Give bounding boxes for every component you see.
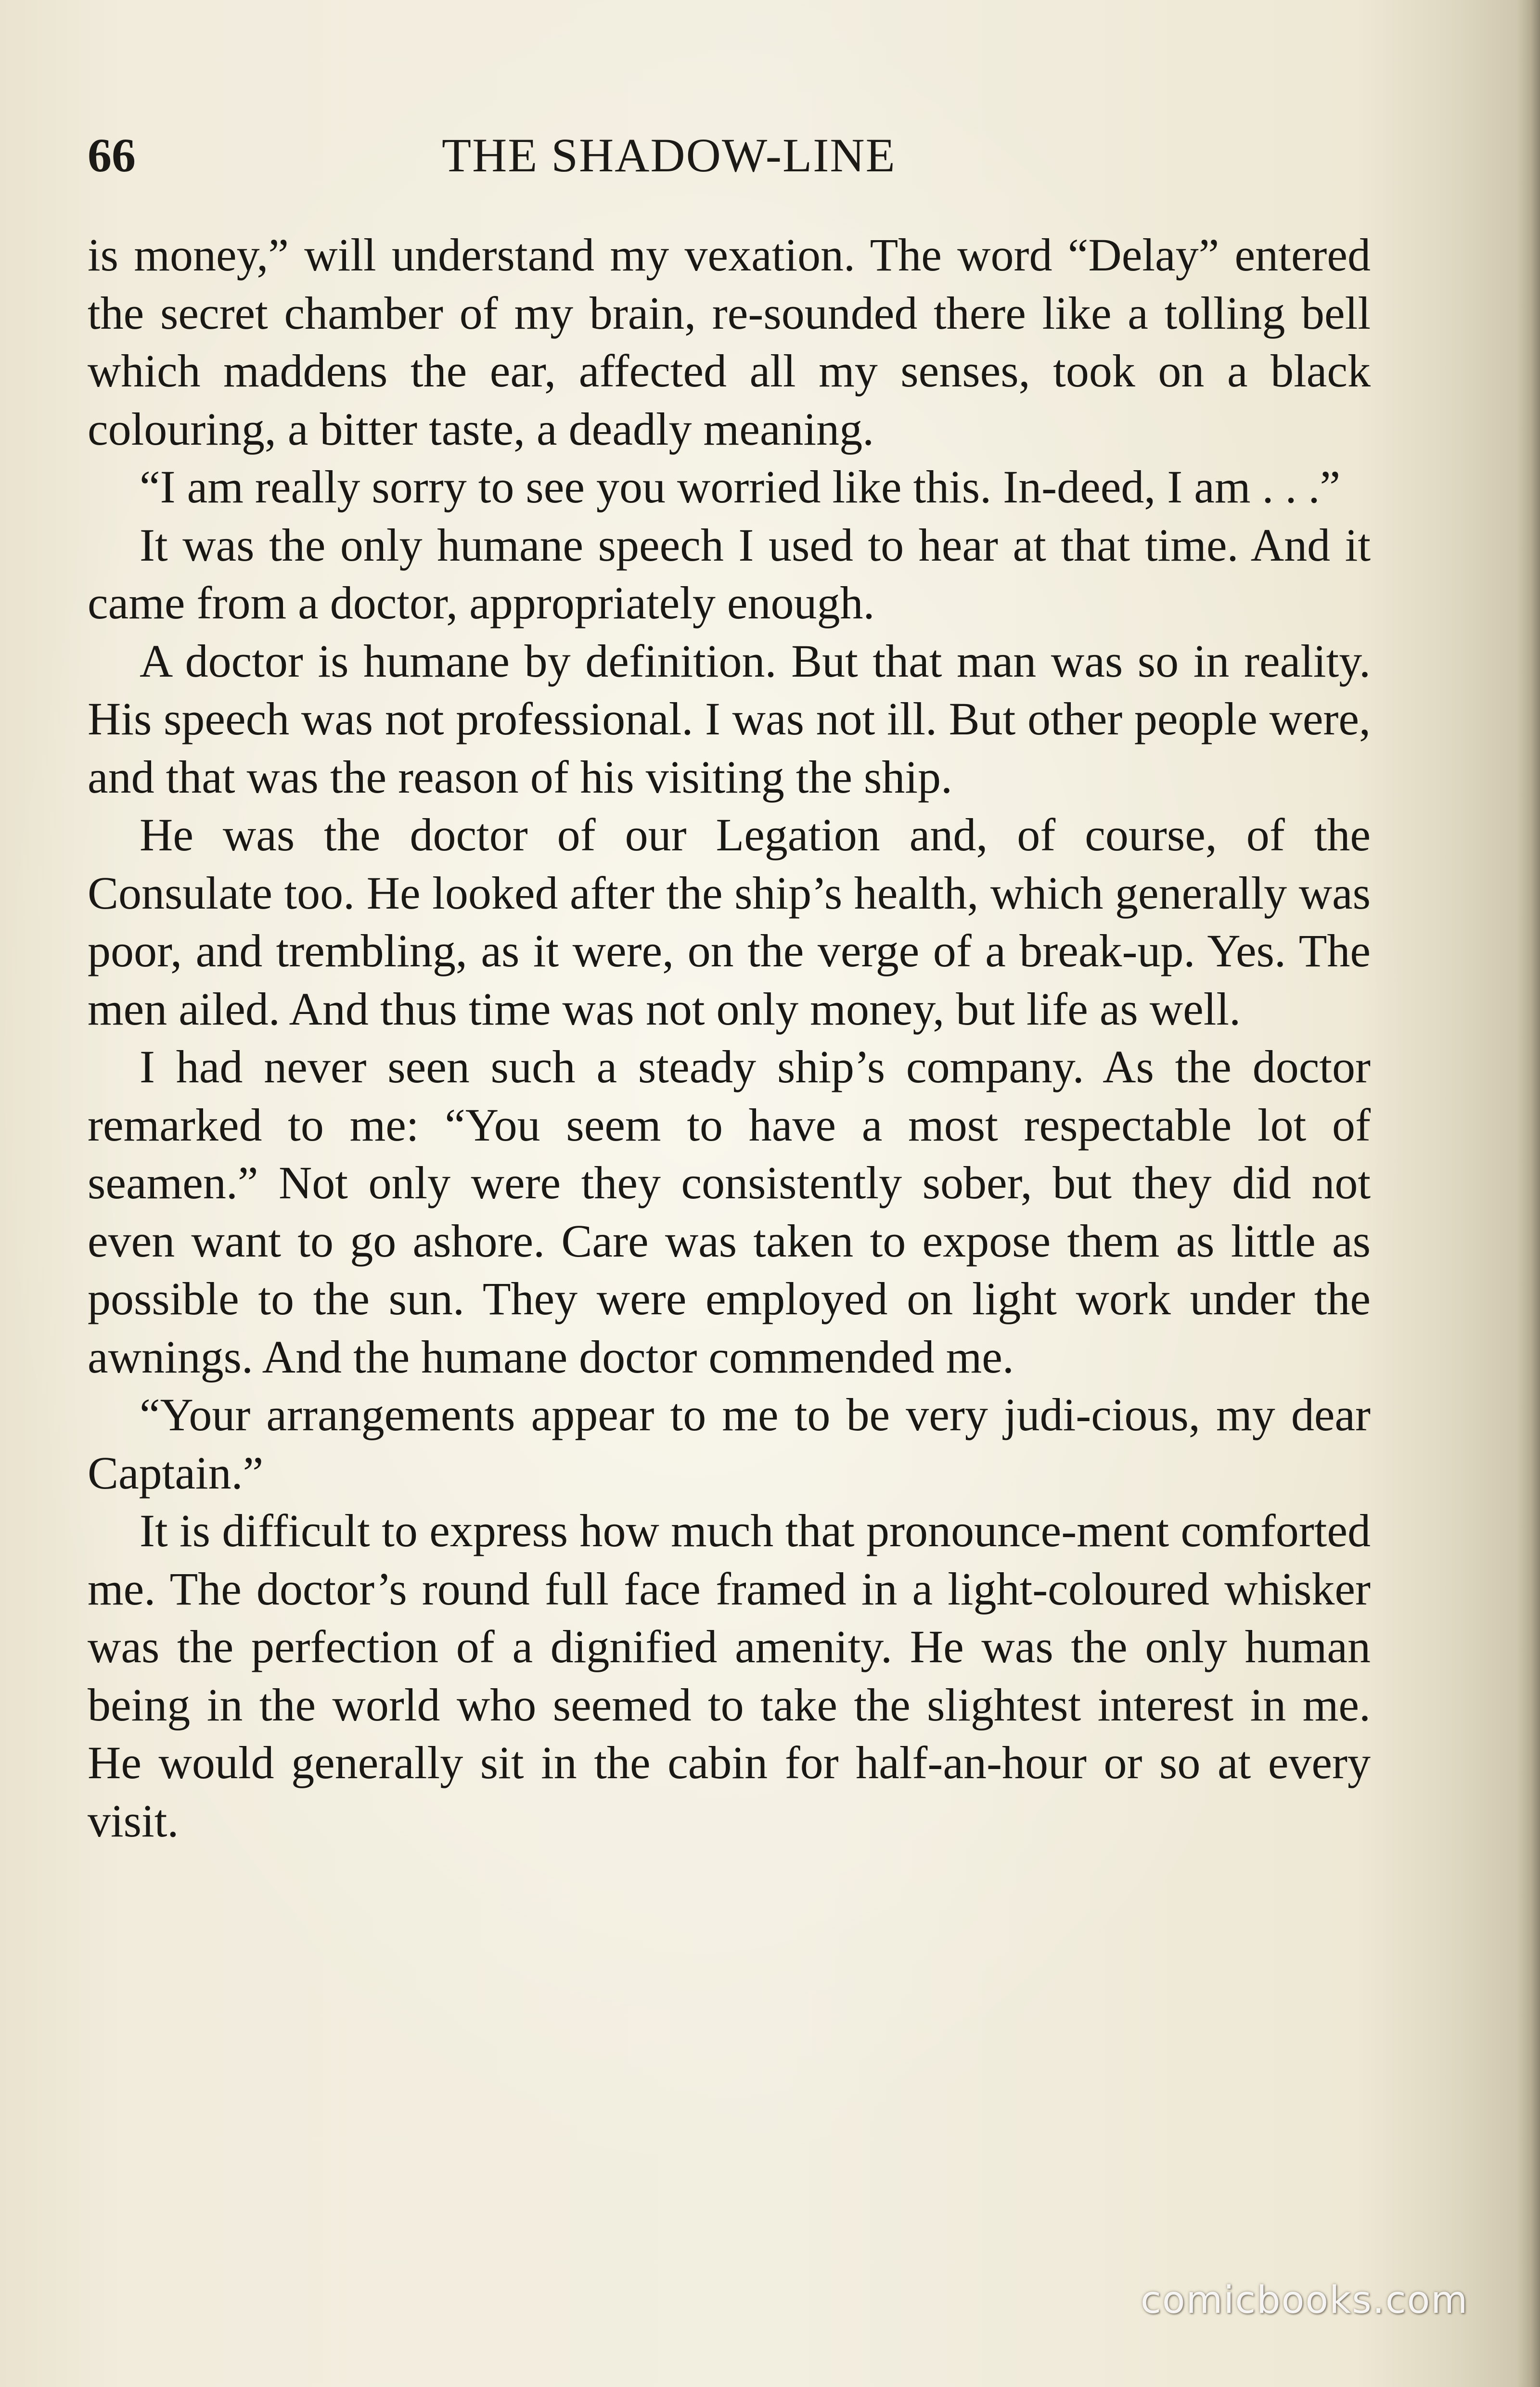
paragraph: “Your arrangements appear to me to be very judi-cious, my dear Captain.” [88, 1389, 1371, 1499]
paragraph: “I am really sorry to see you worried like this. In-deed, I am . . .” [140, 461, 1341, 513]
page-edge-shadow [1517, 0, 1540, 2387]
running-head [0, 129, 1540, 182]
running-title: THE SHADOW-LINE [442, 128, 896, 182]
page-number: 66 [88, 128, 136, 182]
watermark: comicbooks.com [1141, 2279, 1469, 2322]
paragraph: It was the only humane speech I used to hear at that time. And it came from a doctor, appropriately enough. [88, 519, 1371, 629]
paragraph: A doctor is humane by definition. But that man was so in reality. His speech was not professional. I was not ill. But other people were, and that was the reason of his visiting the ship. [88, 635, 1371, 803]
paragraph: It is difficult to express how much that pronounce-ment comforted me. The doctor’s round full face framed in a light-coloured whisker was the perfection of a dignified amenity. He was the only human being in the world who seemed to take the slightest interest in me. He would generally sit in the cabin for half-an-hour or so at every visit. [88, 1505, 1371, 1847]
paragraph: I had never seen such a steady ship’s company. As the doctor remarked to me: “You seem to have a most respectable lot of seamen.” Not only were they consistently sober, but they did not even want to go ashore. Care was taken to expose them as little as possible to the sun. They were employed on light work under the awnings. And the humane doctor commended me. [88, 1041, 1371, 1383]
paragraph-continued: is money,” will understand my vexation. The word “Delay” entered the secret chamber of my brain, re-sounded there like a tolling bell which maddens the ear, affected all my senses, took on a black colouring, a bitter taste, a deadly meaning. [88, 229, 1371, 455]
paragraph: He was the doctor of our Legation and, of course, of the Consulate too. He looked after the ship’s health, which generally was poor, and trembling, as it were, on the verge of a break-up. Yes. The men ailed. And thus time was not only money, but life as well. [88, 809, 1371, 1035]
body-text [88, 226, 1371, 1850]
